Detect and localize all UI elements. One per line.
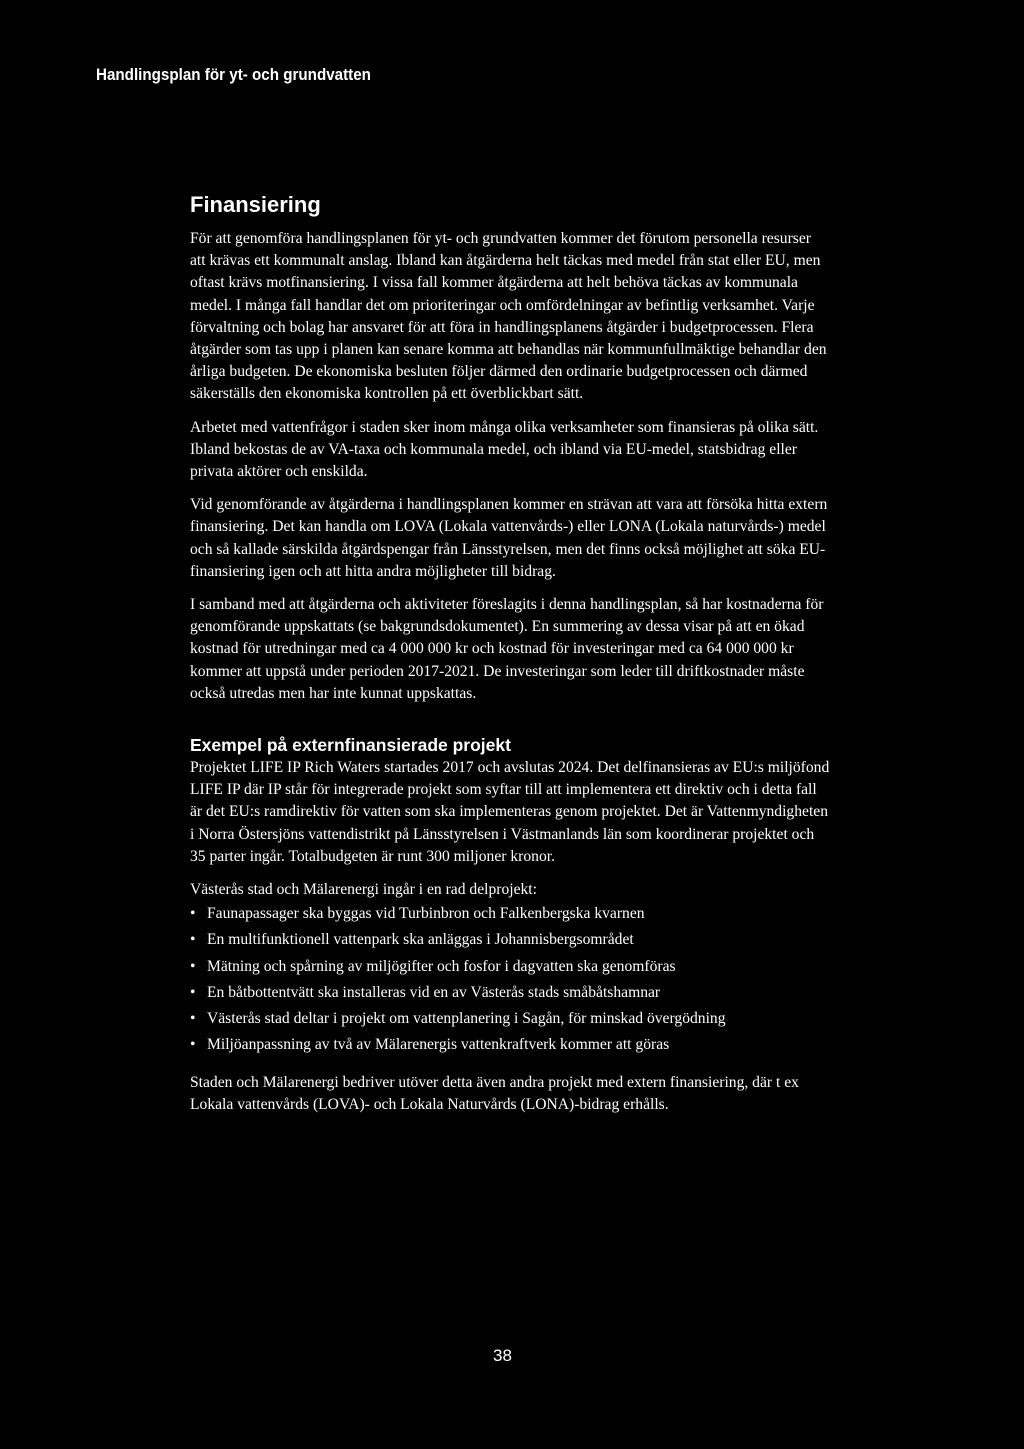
list-item-text: Västerås stad deltar i projekt om vattenplanering i Sagån, för minskad övergödning [207, 1010, 726, 1028]
list-item [190, 903, 830, 925]
section-heading-exempel: Exempel på externfinansierade projekt [190, 735, 511, 756]
bullet-icon: • [190, 1036, 196, 1054]
bullet-icon: • [190, 905, 196, 923]
paragraph: Arbetet med vattenfrågor i staden sker inom många olika verksamheter som finansieras på olika sätt. Ibland bekostas de av VA-taxa och kommunala medel, och ibland via EU-medel, statsbidrag eller privata aktörer och enskilda. [190, 418, 819, 481]
bullet-icon: • [190, 1010, 196, 1028]
list-item [190, 929, 830, 951]
list-item [190, 982, 830, 1004]
paragraph: I samband med att åtgärderna och aktiviteter föreslagits i denna handlingsplan, så har kostnaderna för genomförande uppskattats (se bakgrundsdokumentet). En summering av dessa visar på att en ökad kostnad för utredningar med ca 4 000 000 kr och kostnad för investeringar med ca 64 000 000 kr kommer att uppstå under perioden 2017-2021. De investeringar som leder till driftkostnader måste också utredas men har inte kunnat uppskattas. [190, 596, 824, 702]
list-item [190, 1008, 830, 1030]
paragraph: För att genomföra handlingsplanen för yt- och grundvatten kommer det förutom personella resurser att krävas ett kommunalt anslag. Ibland kan åtgärderna helt täckas med medel från stat eller EU, men oftast krävs motfinansiering. I vissa fall kommer åtgärderna att helt behöva täckas av kommunala medel. I många fall handlar det om prioriteringar och omfördelningar av befintlig verksamhet. Varje förvaltning och bolag har ansvaret för att föra in handlingsplanens åtgärder i budgetprocessen. Flera åtgärder som tas upp i planen kan senare komma att behandlas när kommunfullmäktige behandlar den årliga budgeten. De ekonomiska besluten följer därmed den ordinarie budgetprocessen och därmed säkerställs den ekonomiska kontrollen på ett överblickbart sätt. [190, 230, 827, 403]
bullet-list-intro: Västerås stad och Mälarenergi ingår i en rad delprojekt: [190, 881, 537, 899]
bullet-icon: • [190, 983, 196, 1001]
paragraph: Vid genomförande av åtgärderna i handlingsplanen kommer en strävan att vara att försöka hitta extern finansiering. Det kan handla om LOVA (Lokala vattenvårds-) eller LONA (Lokala naturvårds-) medel och så kallade särskilda åtgärdspengar från Länsstyrelsen, men det finns också möjlighet att söka EU-finansiering igen och att hitta andra möjligheter till bidrag. [190, 496, 828, 580]
list-item-text: Faunapassager ska byggas vid Turbinbron och Falkenbergska kvarnen [207, 905, 645, 923]
list-item-text: En multifunktionell vattenpark ska anläggas i Johannisbergsområdet [207, 931, 634, 949]
list-item-text: En båtbottentvätt ska installeras vid en av Västerås stads småbåtshamnar [207, 983, 661, 1001]
paragraph: Staden och Mälarenergi bedriver utöver detta även andra projekt med extern finansiering, där t ex Lokala vattenvårds (LOVA)- och Lokala Naturvårds (LONA)-bidrag erhålls. [190, 1073, 799, 1113]
list-item [190, 956, 830, 978]
running-header: Handlingsplan för yt- och grundvatten [96, 66, 371, 84]
bullet-icon: • [190, 931, 196, 949]
list-item-text: Miljöanpassning av två av Mälarenergis vattenkraftverk kommer att göras [207, 1036, 670, 1054]
page-number: 38 [493, 1346, 512, 1365]
section-heading-finansiering: Finansiering [190, 192, 321, 217]
list-item-text: Mätning och spårning av miljögifter och fosfor i dagvatten ska genomföras [207, 957, 676, 975]
page-content [190, 190, 830, 1127]
list-item [190, 1034, 830, 1056]
paragraph: Projektet LIFE IP Rich Waters startades 2017 och avslutas 2024. Det delfinansieras av EU:s miljöfond LIFE IP där IP står för integrerade projekt som syftar till att implementera ett direktiv och i detta fall är det EU:s ramdirektiv för vatten som ska implementeras genom projektet. Det är Vattenmyndigheten i Norra Östersjöns vattendistrikt på Länsstyrelsen i Västmanlands län som koordinerar projektet och 35 parter ingår. Totalbudgeten är runt 300 miljoner kronor. [190, 759, 830, 865]
bullet-list [190, 903, 830, 1056]
bullet-icon: • [190, 957, 196, 975]
